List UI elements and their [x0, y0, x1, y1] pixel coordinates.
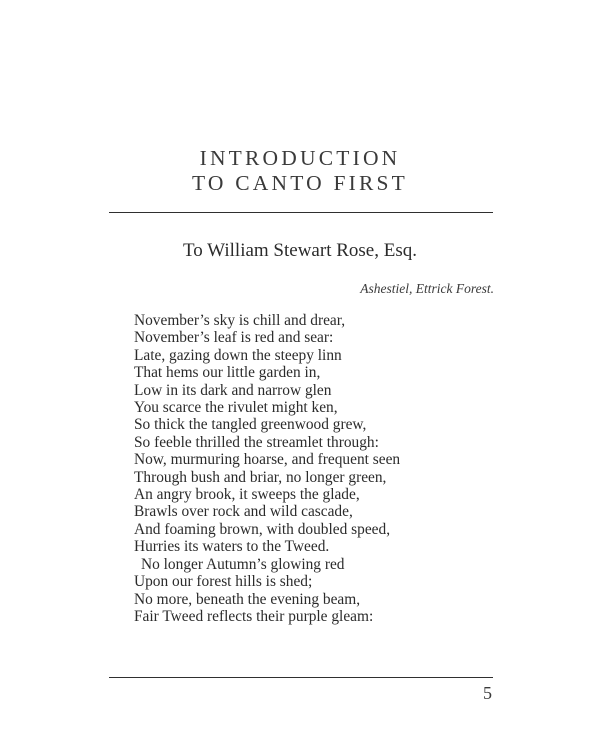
poem-line: And foaming brown, with doubled speed, [134, 520, 391, 538]
poem-line: No more, beneath the evening beam, [134, 590, 361, 608]
dedication-line: To William Stewart Rose, Esq. [183, 240, 417, 261]
poem-line: So feeble thrilled the streamlet through: [134, 433, 379, 451]
poem-line: Brawls over rock and wild cascade, [134, 503, 353, 521]
poem-line: No longer Autumn’s glowing red [141, 555, 345, 573]
poem-line: You scarce the rivulet might ken, [134, 399, 338, 417]
chapter-heading [0, 146, 600, 196]
poem-text [134, 312, 514, 625]
heading-line-2: TO CANTO FIRST [191, 171, 409, 195]
poem-line: Low in its dark and narrow glen [134, 381, 332, 399]
place-line: Ashestiel, Ettrick Forest. [360, 281, 494, 296]
top-rule-divider [109, 212, 493, 213]
poem-line: That hems our little garden in, [134, 364, 321, 382]
bottom-rule-divider [109, 677, 493, 678]
poem-line: Fair Tweed reflects their purple gleam: [134, 607, 374, 625]
poem-line: So thick the tangled greenwood grew, [134, 416, 367, 434]
poem-line: Through bush and briar, no longer green, [134, 468, 387, 486]
poem-line: Late, gazing down the steepy linn [134, 346, 342, 364]
poem-line: An angry brook, it sweeps the glade, [134, 486, 360, 504]
poem-line: Upon our forest hills is shed; [134, 573, 313, 591]
poem-line: Hurries its waters to the Tweed. [134, 538, 330, 556]
poem-line: Now, murmuring hoarse, and frequent seen [134, 451, 401, 469]
heading-line-1: INTRODUCTION [199, 146, 401, 170]
page-number: 5 [483, 683, 492, 703]
poem-line: November’s leaf is red and sear: [134, 329, 334, 347]
poem-line: November’s sky is chill and drear, [134, 312, 346, 329]
